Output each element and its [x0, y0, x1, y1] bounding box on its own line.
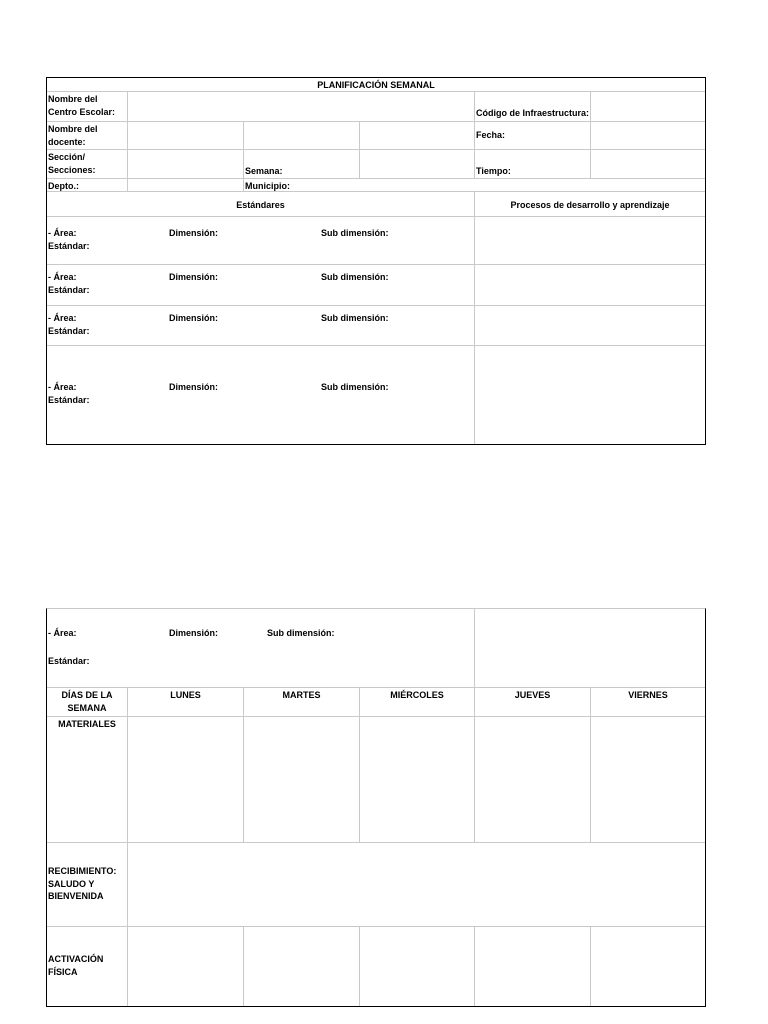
materiales-label: MATERIALES	[58, 719, 116, 729]
rule	[47, 178, 705, 179]
weekly-planning-table	[46, 77, 706, 445]
page-title: PLANIFICACIÓN SEMANAL	[317, 80, 435, 90]
rule	[474, 609, 475, 687]
codigo-infraestructura-label: Código de Infraestructura:	[476, 108, 590, 118]
estandar-label: Estándar:	[48, 240, 90, 251]
estandar-label: Estándar:	[48, 656, 90, 666]
rule	[47, 305, 705, 306]
rule	[47, 191, 705, 192]
subdimension-label: Sub dimensión:	[321, 382, 389, 392]
docente-field[interactable]	[128, 122, 243, 149]
day-header-viernes: VIERNES	[628, 690, 668, 700]
semana-label: Semana:	[245, 166, 283, 176]
rule	[47, 926, 705, 927]
subdimension-label: Sub dimensión:	[321, 228, 389, 238]
area-label: - Área:	[48, 628, 77, 638]
standard-block-3	[47, 311, 157, 339]
dimension-label: Dimensión:	[169, 228, 219, 238]
dimension-label: Dimensión:	[169, 382, 219, 392]
tiempo-label: Tiempo:	[476, 166, 511, 176]
municipio-label: Municipio:	[245, 181, 290, 191]
rule	[47, 842, 705, 843]
fecha-field[interactable]	[591, 122, 705, 149]
subdimension-label: Sub dimensión:	[321, 313, 389, 323]
area-label: - Área:	[48, 382, 77, 392]
standard-block-4	[47, 380, 157, 408]
rule	[47, 264, 705, 265]
subdimension-label: Sub dimensión:	[267, 628, 335, 638]
dias-semana-header: DÍAS DE LA SEMANA	[61, 690, 113, 713]
activacion-label: ACTIVACIÓN FÍSICA	[48, 954, 104, 977]
area-label: - Área:	[48, 228, 77, 238]
estandar-label: Estándar:	[48, 325, 90, 336]
day-header-miercoles: MIÉRCOLES	[390, 690, 444, 700]
estandar-label: Estándar:	[48, 394, 90, 405]
dimension-label: Dimensión:	[169, 313, 219, 323]
dimension-label: Dimensión:	[169, 628, 219, 638]
rule	[474, 192, 475, 444]
estandares-header: Estándares	[236, 200, 285, 210]
rule	[359, 122, 360, 179]
standard-block-1	[47, 226, 157, 254]
rule	[359, 688, 360, 843]
rule	[474, 688, 475, 843]
daily-activities-table	[46, 608, 706, 1007]
day-header-martes: MARTES	[282, 690, 321, 700]
depto-label: Depto.:	[48, 181, 79, 191]
standard-block-2	[47, 270, 157, 298]
rule	[243, 927, 244, 1006]
rule	[359, 927, 360, 1006]
rule	[127, 688, 128, 1006]
fecha-label: Fecha:	[476, 130, 506, 140]
centro-escolar-label: Nombre del Centro Escolar:	[48, 94, 116, 117]
docente-label: Nombre del docente:	[48, 124, 98, 147]
rule	[47, 149, 705, 150]
rule	[590, 688, 591, 843]
dimension-label: Dimensión:	[169, 272, 219, 282]
day-header-lunes: LUNES	[170, 690, 201, 700]
area-label: - Área:	[48, 313, 77, 323]
subdimension-label: Sub dimensión:	[321, 272, 389, 282]
estandar-label: Estándar:	[48, 284, 90, 295]
rule	[243, 688, 244, 843]
rule	[47, 345, 705, 346]
centro-escolar-field[interactable]	[128, 92, 474, 121]
rule	[474, 927, 475, 1006]
codigo-infraestructura-field[interactable]	[591, 92, 705, 121]
recibimiento-label: RECIBIMIENTO: SALUDO Y BIENVENIDA	[48, 866, 117, 901]
day-header-jueves: JUEVES	[514, 690, 551, 700]
rule	[590, 927, 591, 1006]
rule	[47, 716, 705, 717]
procesos-header: Procesos de desarrollo y aprendizaje	[510, 200, 670, 210]
rule	[47, 216, 705, 217]
seccion-label: Sección/ Secciones:	[48, 152, 96, 175]
area-label: - Área:	[48, 272, 77, 282]
